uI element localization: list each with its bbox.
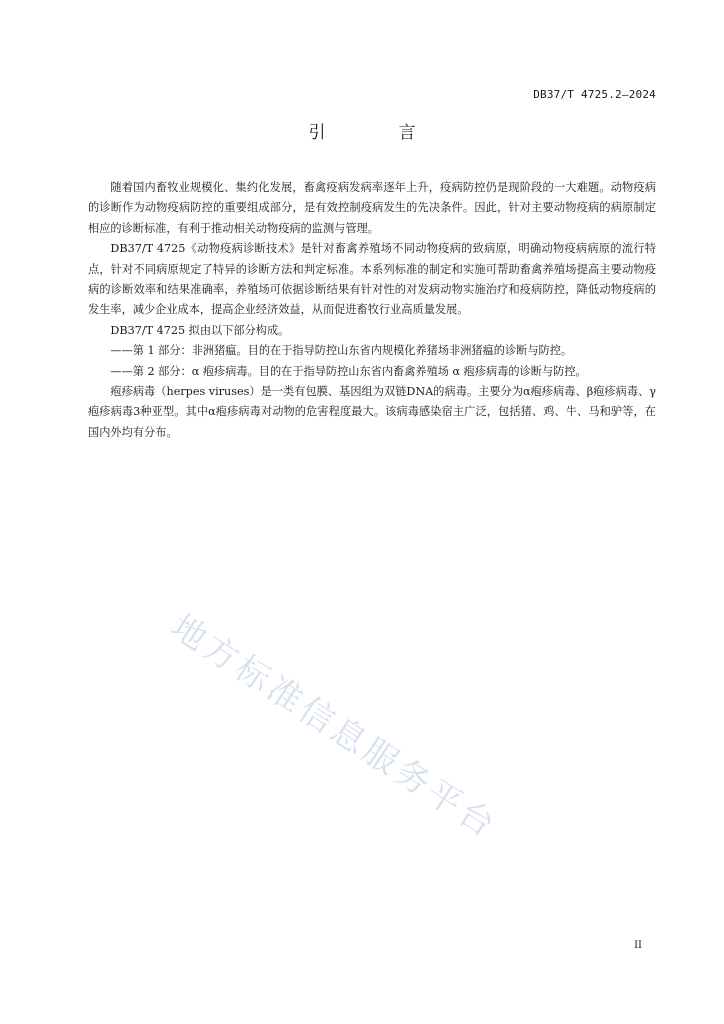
paragraph: DB37/T 4725 拟由以下部分构成。 xyxy=(110,323,290,337)
list-item: ——第 1 部分：非洲猪瘟。目的在于指导防控山东省内规模化养猪场非洲猪瘟的诊断与防控。 xyxy=(110,344,573,358)
document-body xyxy=(88,178,656,443)
paragraph: 随着国内畜牧业规模化、集约化发展，畜禽疫病发病率逐年上升，疫病防控仍是现阶段的一大难题。动物疫病的诊断作为动物疫病防控的重要组成部分，是有效控制疫病发生的先决条件。因此，针对主要动物疫病的病原制定相应的诊断标准，有利于推动相关动物疫病的监测与管理。 xyxy=(88,181,656,235)
page-number: II xyxy=(634,940,642,951)
watermark: 地方标准信息服务平台 xyxy=(163,606,505,848)
paragraph: 疱疹病毒（herpes viruses）是一类有包膜、基因组为双链DNA的病毒。主要分为α疱疹病毒、β疱疹病毒、γ疱疹病毒3种亚型。其中α疱疹病毒对动物的危害程度最大。该病毒感染宿主广泛，包括猪、鸡、牛、马和驴等，在国内外均有分布。 xyxy=(88,385,656,439)
paragraph: DB37/T 4725《动物疫病诊断技术》是针对畜禽养殖场不同动物疫病的致病原，明确动物疫病病原的流行特点，针对不同病原规定了特异的诊断方法和判定标准。本系列标准的制定和实施可帮助畜禽养殖场提高主要动物疫病的诊断效率和结果准确率，养殖场可依据诊断结果有针对性的对发病动物实施治疗和疫病防控，降低动物疫病的发生率，减少企业成本，提高企业经济效益，从而促进畜牧行业高质量发展。 xyxy=(88,242,656,317)
document-code: DB37/T 4725.2—2024 xyxy=(533,88,656,101)
page-title: 引 言 xyxy=(308,123,444,143)
list-item: ——第 2 部分：α 疱疹病毒。目的在于指导防控山东省内畜禽养殖场 α 疱疹病毒的诊断与防控。 xyxy=(110,364,587,378)
